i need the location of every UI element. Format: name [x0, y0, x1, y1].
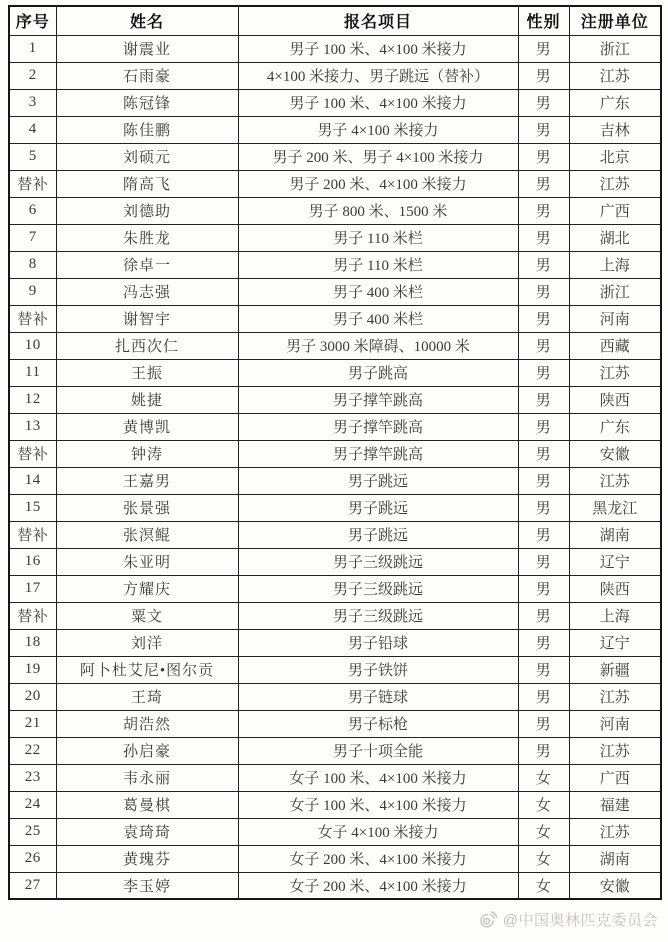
table-row — [9, 494, 661, 521]
table-row — [9, 170, 661, 197]
table-row — [9, 467, 661, 494]
table-row — [9, 224, 661, 251]
cell-unit: 河南 — [569, 710, 661, 737]
cell-events: 女子 100 米、4×100 米接力 — [238, 791, 518, 818]
cell-gender: 男 — [518, 116, 569, 143]
cell-name: 陈冠锋 — [56, 89, 238, 116]
cell-events: 男子 100 米、4×100 米接力 — [238, 35, 518, 62]
table-header — [9, 6, 661, 35]
cell-events: 男子 4×100 米接力 — [238, 116, 518, 143]
cell-unit: 福建 — [569, 791, 661, 818]
table-row — [9, 521, 661, 548]
cell-unit: 江苏 — [569, 683, 661, 710]
cell-unit: 黑龙江 — [569, 494, 661, 521]
cell-gender: 男 — [518, 278, 569, 305]
cell-serial: 18 — [9, 629, 56, 656]
cell-unit: 安徽 — [569, 440, 661, 467]
table-row — [9, 35, 661, 62]
cell-unit: 江苏 — [569, 737, 661, 764]
cell-serial: 替补 — [9, 521, 56, 548]
cell-serial: 14 — [9, 467, 56, 494]
cell-gender: 女 — [518, 791, 569, 818]
cell-serial: 26 — [9, 845, 56, 872]
cell-name: 隋高飞 — [56, 170, 238, 197]
cell-events: 男子三级跳远 — [238, 548, 518, 575]
cell-events: 男子铁饼 — [238, 656, 518, 683]
cell-name: 方耀庆 — [56, 575, 238, 602]
cell-serial: 21 — [9, 710, 56, 737]
cell-serial: 替补 — [9, 305, 56, 332]
cell-serial: 8 — [9, 251, 56, 278]
cell-name: 刘德助 — [56, 197, 238, 224]
cell-serial: 24 — [9, 791, 56, 818]
cell-unit: 河南 — [569, 305, 661, 332]
cell-name: 张景强 — [56, 494, 238, 521]
cell-gender: 女 — [518, 818, 569, 845]
cell-unit: 广东 — [569, 89, 661, 116]
cell-gender: 男 — [518, 656, 569, 683]
cell-events: 女子 200 米、4×100 米接力 — [238, 845, 518, 872]
cell-unit: 辽宁 — [569, 548, 661, 575]
table-row — [9, 278, 661, 305]
table-row — [9, 62, 661, 89]
cell-events: 女子 100 米、4×100 米接力 — [238, 764, 518, 791]
table-row — [9, 386, 661, 413]
table-row — [9, 629, 661, 656]
cell-gender: 男 — [518, 548, 569, 575]
cell-name: 刘洋 — [56, 629, 238, 656]
header-events: 报名项目 — [238, 6, 518, 35]
header-gender: 性别 — [518, 6, 569, 35]
cell-name: 黄博凯 — [56, 413, 238, 440]
cell-name: 石雨豪 — [56, 62, 238, 89]
cell-unit: 陕西 — [569, 386, 661, 413]
cell-name: 徐卓一 — [56, 251, 238, 278]
cell-gender: 男 — [518, 89, 569, 116]
cell-name: 朱胜龙 — [56, 224, 238, 251]
cell-name: 姚捷 — [56, 386, 238, 413]
table-row — [9, 764, 661, 791]
cell-name: 王嘉男 — [56, 467, 238, 494]
cell-name: 粟文 — [56, 602, 238, 629]
table-row — [9, 656, 661, 683]
cell-unit: 江苏 — [569, 467, 661, 494]
table-row — [9, 305, 661, 332]
cell-name: 刘硕元 — [56, 143, 238, 170]
cell-name: 钟涛 — [56, 440, 238, 467]
cell-serial: 6 — [9, 197, 56, 224]
cell-serial: 替补 — [9, 602, 56, 629]
table-row — [9, 143, 661, 170]
table-row — [9, 332, 661, 359]
cell-unit: 广西 — [569, 764, 661, 791]
cell-events: 男子撑竿跳高 — [238, 440, 518, 467]
cell-events: 女子 200 米、4×100 米接力 — [238, 872, 518, 899]
cell-serial: 5 — [9, 143, 56, 170]
cell-name: 朱亚明 — [56, 548, 238, 575]
table-row — [9, 737, 661, 764]
cell-name: 胡浩然 — [56, 710, 238, 737]
cell-gender: 女 — [518, 872, 569, 899]
table-row — [9, 872, 661, 899]
cell-events: 男子 400 米栏 — [238, 305, 518, 332]
cell-name: 扎西次仁 — [56, 332, 238, 359]
table-row — [9, 89, 661, 116]
cell-events: 男子 400 米栏 — [238, 278, 518, 305]
cell-events: 男子跳高 — [238, 359, 518, 386]
cell-gender: 女 — [518, 845, 569, 872]
cell-unit: 湖南 — [569, 845, 661, 872]
cell-unit: 湖南 — [569, 521, 661, 548]
cell-gender: 男 — [518, 35, 569, 62]
cell-unit: 湖北 — [569, 224, 661, 251]
cell-serial: 9 — [9, 278, 56, 305]
header-name: 姓名 — [56, 6, 238, 35]
cell-name: 张溟鲲 — [56, 521, 238, 548]
cell-gender: 男 — [518, 521, 569, 548]
cell-unit: 广东 — [569, 413, 661, 440]
table-row — [9, 440, 661, 467]
watermark — [477, 909, 658, 930]
cell-gender: 男 — [518, 62, 569, 89]
cell-gender: 男 — [518, 143, 569, 170]
cell-events: 男子标枪 — [238, 710, 518, 737]
header-serial: 序号 — [9, 6, 56, 35]
table-row — [9, 791, 661, 818]
cell-unit: 江苏 — [569, 62, 661, 89]
table-row — [9, 413, 661, 440]
cell-unit: 北京 — [569, 143, 661, 170]
cell-events: 男子 200 米、4×100 米接力 — [238, 170, 518, 197]
cell-serial: 16 — [9, 548, 56, 575]
cell-serial: 25 — [9, 818, 56, 845]
table-row — [9, 251, 661, 278]
header-unit: 注册单位 — [569, 6, 661, 35]
table-row — [9, 602, 661, 629]
cell-gender: 男 — [518, 224, 569, 251]
header-row — [9, 6, 661, 35]
table-body — [9, 35, 661, 899]
cell-unit: 西藏 — [569, 332, 661, 359]
cell-serial: 10 — [9, 332, 56, 359]
cell-unit: 江苏 — [569, 359, 661, 386]
cell-unit: 江苏 — [569, 170, 661, 197]
cell-gender: 男 — [518, 413, 569, 440]
cell-gender: 男 — [518, 332, 569, 359]
cell-serial: 15 — [9, 494, 56, 521]
cell-gender: 男 — [518, 440, 569, 467]
cell-name: 黄瑰芬 — [56, 845, 238, 872]
cell-events: 男子十项全能 — [238, 737, 518, 764]
cell-name: 谢智宇 — [56, 305, 238, 332]
cell-gender: 女 — [518, 764, 569, 791]
cell-serial: 替补 — [9, 440, 56, 467]
cell-serial: 20 — [9, 683, 56, 710]
cell-serial: 7 — [9, 224, 56, 251]
cell-unit: 浙江 — [569, 278, 661, 305]
table-row — [9, 683, 661, 710]
cell-events: 男子跳远 — [238, 521, 518, 548]
cell-events: 男子撑竿跳高 — [238, 386, 518, 413]
cell-unit: 上海 — [569, 602, 661, 629]
table-row — [9, 818, 661, 845]
cell-gender: 男 — [518, 305, 569, 332]
cell-name: 王振 — [56, 359, 238, 386]
cell-serial: 3 — [9, 89, 56, 116]
cell-unit: 新疆 — [569, 656, 661, 683]
cell-unit: 上海 — [569, 251, 661, 278]
cell-gender: 男 — [518, 575, 569, 602]
cell-name: 葛曼棋 — [56, 791, 238, 818]
cell-serial: 4 — [9, 116, 56, 143]
cell-events: 男子 100 米、4×100 米接力 — [238, 89, 518, 116]
cell-events: 男子撑竿跳高 — [238, 413, 518, 440]
cell-gender: 男 — [518, 197, 569, 224]
cell-name: 李玉婷 — [56, 872, 238, 899]
cell-events: 男子跳远 — [238, 494, 518, 521]
cell-unit: 广西 — [569, 197, 661, 224]
table-row — [9, 845, 661, 872]
cell-events: 女子 4×100 米接力 — [238, 818, 518, 845]
cell-gender: 男 — [518, 683, 569, 710]
cell-gender: 男 — [518, 737, 569, 764]
watermark-text: @中国奥林匹克委员会 — [502, 912, 658, 929]
table-row — [9, 575, 661, 602]
cell-events: 男子 800 米、1500 米 — [238, 197, 518, 224]
cell-serial: 11 — [9, 359, 56, 386]
cell-serial: 2 — [9, 62, 56, 89]
cell-serial: 17 — [9, 575, 56, 602]
cell-serial: 13 — [9, 413, 56, 440]
table-row — [9, 548, 661, 575]
cell-serial: 22 — [9, 737, 56, 764]
cell-name: 王琦 — [56, 683, 238, 710]
cell-gender: 男 — [518, 494, 569, 521]
cell-unit: 浙江 — [569, 35, 661, 62]
cell-name: 袁琦琦 — [56, 818, 238, 845]
weibo-icon — [477, 910, 498, 929]
cell-unit: 陕西 — [569, 575, 661, 602]
cell-name: 冯志强 — [56, 278, 238, 305]
cell-gender: 男 — [518, 710, 569, 737]
cell-name: 孙启豪 — [56, 737, 238, 764]
cell-events: 男子铅球 — [238, 629, 518, 656]
cell-events: 男子 110 米栏 — [238, 224, 518, 251]
cell-events: 男子 110 米栏 — [238, 251, 518, 278]
table-row — [9, 359, 661, 386]
cell-name: 陈佳鹏 — [56, 116, 238, 143]
cell-unit: 江苏 — [569, 818, 661, 845]
cell-gender: 男 — [518, 359, 569, 386]
cell-serial: 23 — [9, 764, 56, 791]
cell-events: 4×100 米接力、男子跳远（替补） — [238, 62, 518, 89]
cell-serial: 1 — [9, 35, 56, 62]
cell-name: 谢震业 — [56, 35, 238, 62]
table-row — [9, 116, 661, 143]
cell-gender: 男 — [518, 386, 569, 413]
cell-gender: 男 — [518, 629, 569, 656]
cell-serial: 替补 — [9, 170, 56, 197]
table-row — [9, 197, 661, 224]
cell-events: 男子三级跳远 — [238, 575, 518, 602]
cell-name: 韦永丽 — [56, 764, 238, 791]
cell-gender: 男 — [518, 251, 569, 278]
cell-serial: 27 — [9, 872, 56, 899]
cell-gender: 男 — [518, 467, 569, 494]
cell-unit: 辽宁 — [569, 629, 661, 656]
cell-serial: 12 — [9, 386, 56, 413]
cell-gender: 男 — [518, 602, 569, 629]
cell-events: 男子三级跳远 — [238, 602, 518, 629]
cell-unit: 安徽 — [569, 872, 661, 899]
cell-serial: 19 — [9, 656, 56, 683]
cell-gender: 男 — [518, 170, 569, 197]
cell-events: 男子 3000 米障碍、10000 米 — [238, 332, 518, 359]
athlete-roster-table — [8, 5, 662, 900]
cell-events: 男子跳远 — [238, 467, 518, 494]
cell-unit: 吉林 — [569, 116, 661, 143]
cell-events: 男子链球 — [238, 683, 518, 710]
table-row — [9, 710, 661, 737]
cell-events: 男子 200 米、男子 4×100 米接力 — [238, 143, 518, 170]
cell-name: 阿卜杜艾尼•图尔贡 — [56, 656, 238, 683]
